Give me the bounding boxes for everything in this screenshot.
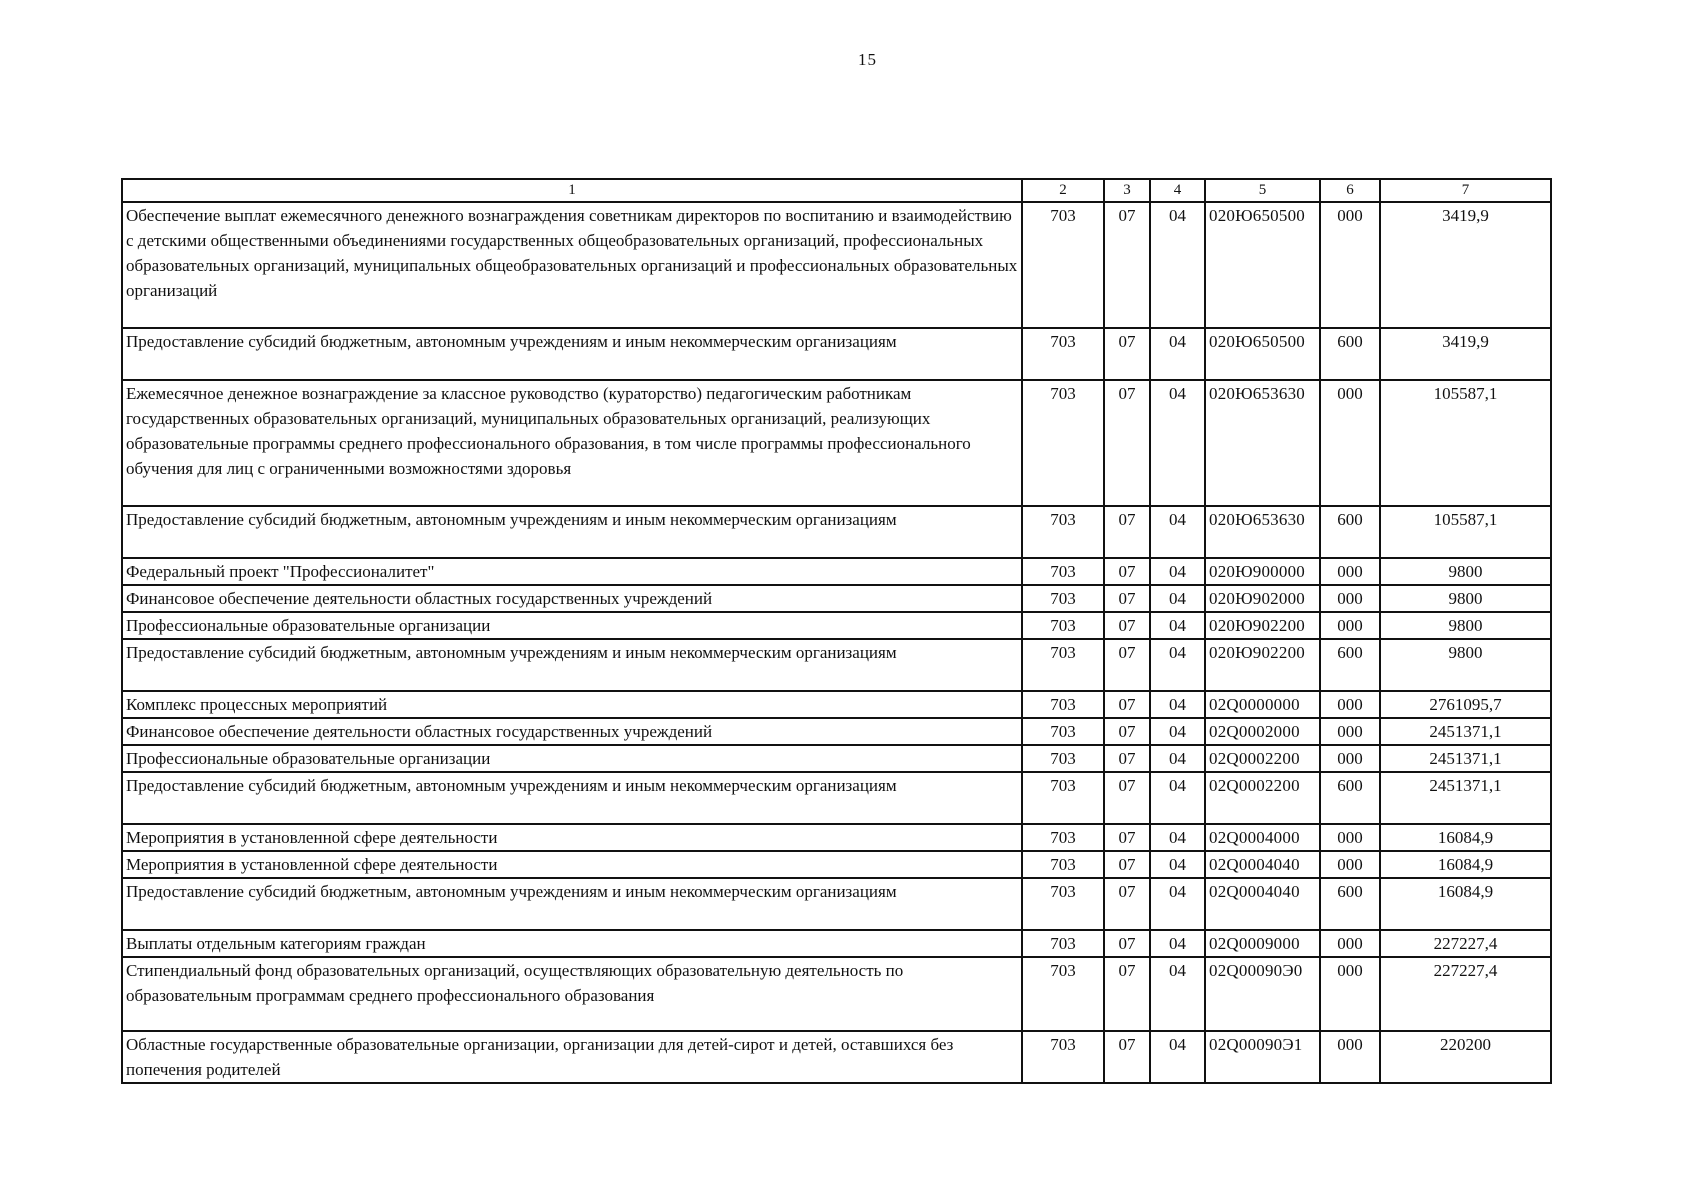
row-name: Стипендиальный фонд образовательных организаций, осуществляющих образовательную деятельность по образовательным программам среднего профессионального образования [122,957,1022,1031]
col-7-value: 2451371,1 [1380,718,1551,745]
col-3-value: 07 [1104,558,1150,585]
col-2-value: 703 [1022,202,1104,328]
col-2-value: 703 [1022,772,1104,824]
table-row [122,202,1551,328]
col-5-value: 02Q0002200 [1205,772,1320,824]
col-2-value: 703 [1022,612,1104,639]
row-name: Предоставление субсидий бюджетным, автономным учреждениям и иным некоммерческим организациям [122,328,1022,380]
col-7-value: 9800 [1380,639,1551,691]
col-6-value: 000 [1320,1031,1380,1083]
col-7-value: 9800 [1380,558,1551,585]
col-5-value: 020Ю902000 [1205,585,1320,612]
table-row [122,1031,1551,1083]
table-row [122,639,1551,691]
header-col-6: 6 [1320,179,1380,202]
col-7-value: 16084,9 [1380,851,1551,878]
row-name: Финансовое обеспечение деятельности областных государственных учреждений [122,585,1022,612]
col-3-value: 07 [1104,380,1150,506]
col-3-value: 07 [1104,612,1150,639]
header-col-1: 1 [122,179,1022,202]
col-5-value: 02Q0004000 [1205,824,1320,851]
col-5-value: 020Ю653630 [1205,380,1320,506]
col-4-value: 04 [1150,772,1205,824]
col-3-value: 07 [1104,824,1150,851]
col-6-value: 600 [1320,328,1380,380]
col-3-value: 07 [1104,585,1150,612]
col-3-value: 07 [1104,851,1150,878]
col-2-value: 703 [1022,691,1104,718]
col-6-value: 000 [1320,585,1380,612]
col-4-value: 04 [1150,328,1205,380]
col-4-value: 04 [1150,612,1205,639]
col-2-value: 703 [1022,957,1104,1031]
row-name: Профессиональные образовательные организации [122,612,1022,639]
col-2-value: 703 [1022,506,1104,558]
col-7-value: 9800 [1380,612,1551,639]
row-name: Ежемесячное денежное вознаграждение за классное руководство (кураторство) педагогическим работникам государственных образовательных организаций, муниципальных образовательных организаций, реализующих образовательные программы среднего профессионального образования, в том числе программы профессионального обучения для лиц с ограниченными возможностями здоровья [122,380,1022,506]
row-name: Комплекс процессных мероприятий [122,691,1022,718]
row-name: Мероприятия в установленной сфере деятельности [122,824,1022,851]
col-2-value: 703 [1022,824,1104,851]
col-5-value: 02Q0000000 [1205,691,1320,718]
col-6-value: 000 [1320,691,1380,718]
col-7-value: 3419,9 [1380,328,1551,380]
col-2-value: 703 [1022,851,1104,878]
row-name: Выплаты отдельным категориям граждан [122,930,1022,957]
col-7-value: 2451371,1 [1380,772,1551,824]
col-4-value: 04 [1150,745,1205,772]
page-number: 15 [858,50,877,69]
col-3-value: 07 [1104,718,1150,745]
col-5-value: 02Q00090Э1 [1205,1031,1320,1083]
table-row [122,691,1551,718]
table-row [122,558,1551,585]
col-4-value: 04 [1150,957,1205,1031]
table-row [122,851,1551,878]
col-6-value: 000 [1320,202,1380,328]
col-5-value: 02Q00090Э0 [1205,957,1320,1031]
col-4-value: 04 [1150,930,1205,957]
header-col-5: 5 [1205,179,1320,202]
col-5-value: 020Ю653630 [1205,506,1320,558]
col-4-value: 04 [1150,691,1205,718]
row-name: Предоставление субсидий бюджетным, автономным учреждениям и иным некоммерческим организациям [122,878,1022,930]
col-3-value: 07 [1104,506,1150,558]
row-name: Предоставление субсидий бюджетным, автономным учреждениям и иным некоммерческим организациям [122,639,1022,691]
col-2-value: 703 [1022,930,1104,957]
col-2-value: 703 [1022,878,1104,930]
col-7-value: 2761095,7 [1380,691,1551,718]
col-5-value: 020Ю902200 [1205,639,1320,691]
header-col-3: 3 [1104,179,1150,202]
col-5-value: 02Q0002200 [1205,745,1320,772]
col-5-value: 02Q0009000 [1205,930,1320,957]
col-5-value: 020Ю902200 [1205,612,1320,639]
col-4-value: 04 [1150,851,1205,878]
col-4-value: 04 [1150,585,1205,612]
table-row [122,506,1551,558]
col-7-value: 227227,4 [1380,930,1551,957]
col-6-value: 000 [1320,380,1380,506]
table-row [122,328,1551,380]
col-6-value: 600 [1320,506,1380,558]
col-4-value: 04 [1150,1031,1205,1083]
col-6-value: 000 [1320,851,1380,878]
col-7-value: 3419,9 [1380,202,1551,328]
col-5-value: 020Ю650500 [1205,328,1320,380]
row-name: Мероприятия в установленной сфере деятельности [122,851,1022,878]
col-5-value: 02Q0002000 [1205,718,1320,745]
col-2-value: 703 [1022,328,1104,380]
table-header-row [122,179,1551,202]
col-6-value: 600 [1320,639,1380,691]
col-4-value: 04 [1150,824,1205,851]
col-3-value: 07 [1104,957,1150,1031]
row-name: Предоставление субсидий бюджетным, автономным учреждениям и иным некоммерческим организациям [122,772,1022,824]
header-col-2: 2 [1022,179,1104,202]
col-3-value: 07 [1104,745,1150,772]
table-row [122,718,1551,745]
col-3-value: 07 [1104,878,1150,930]
col-5-value: 020Ю650500 [1205,202,1320,328]
col-5-value: 020Ю900000 [1205,558,1320,585]
col-7-value: 105587,1 [1380,380,1551,506]
col-4-value: 04 [1150,558,1205,585]
table-row [122,957,1551,1031]
row-name: Предоставление субсидий бюджетным, автономным учреждениям и иным некоммерческим организациям [122,506,1022,558]
col-7-value: 105587,1 [1380,506,1551,558]
table-row [122,824,1551,851]
col-6-value: 000 [1320,612,1380,639]
col-6-value: 000 [1320,718,1380,745]
header-col-4: 4 [1150,179,1205,202]
col-7-value: 2451371,1 [1380,745,1551,772]
header-col-7: 7 [1380,179,1551,202]
table-row [122,380,1551,506]
col-4-value: 04 [1150,202,1205,328]
col-6-value: 000 [1320,824,1380,851]
col-4-value: 04 [1150,639,1205,691]
col-7-value: 16084,9 [1380,824,1551,851]
col-5-value: 02Q0004040 [1205,878,1320,930]
col-3-value: 07 [1104,930,1150,957]
row-name: Финансовое обеспечение деятельности областных государственных учреждений [122,718,1022,745]
col-2-value: 703 [1022,380,1104,506]
col-6-value: 600 [1320,772,1380,824]
col-3-value: 07 [1104,328,1150,380]
table-row [122,930,1551,957]
col-4-value: 04 [1150,878,1205,930]
row-name: Областные государственные образовательные организации, организации для детей-сирот и детей, оставшихся без попечения родителей [122,1031,1022,1083]
col-4-value: 04 [1150,506,1205,558]
row-name: Федеральный проект "Профессионалитет" [122,558,1022,585]
col-6-value: 000 [1320,930,1380,957]
col-2-value: 703 [1022,1031,1104,1083]
col-2-value: 703 [1022,585,1104,612]
table-row [122,585,1551,612]
budget-table [121,178,1552,1084]
col-3-value: 07 [1104,639,1150,691]
col-3-value: 07 [1104,772,1150,824]
col-7-value: 227227,4 [1380,957,1551,1031]
col-2-value: 703 [1022,745,1104,772]
col-4-value: 04 [1150,380,1205,506]
col-2-value: 703 [1022,558,1104,585]
col-7-value: 9800 [1380,585,1551,612]
table-row [122,745,1551,772]
table-row [122,772,1551,824]
table-row [122,878,1551,930]
col-3-value: 07 [1104,1031,1150,1083]
col-6-value: 000 [1320,745,1380,772]
col-4-value: 04 [1150,718,1205,745]
col-2-value: 703 [1022,639,1104,691]
row-name: Обеспечение выплат ежемесячного денежного вознаграждения советникам директоров по воспитанию и взаимодействию с детскими общественными объединениями государственных общеобразовательных организаций, профессиональных образовательных организаций, муниципальных общеобразовательных организаций и профессиональных образовательных организаций [122,202,1022,328]
col-6-value: 000 [1320,558,1380,585]
col-2-value: 703 [1022,718,1104,745]
col-3-value: 07 [1104,202,1150,328]
col-3-value: 07 [1104,691,1150,718]
col-6-value: 000 [1320,957,1380,1031]
row-name: Профессиональные образовательные организации [122,745,1022,772]
col-7-value: 220200 [1380,1031,1551,1083]
col-7-value: 16084,9 [1380,878,1551,930]
col-5-value: 02Q0004040 [1205,851,1320,878]
table-row [122,612,1551,639]
col-6-value: 600 [1320,878,1380,930]
